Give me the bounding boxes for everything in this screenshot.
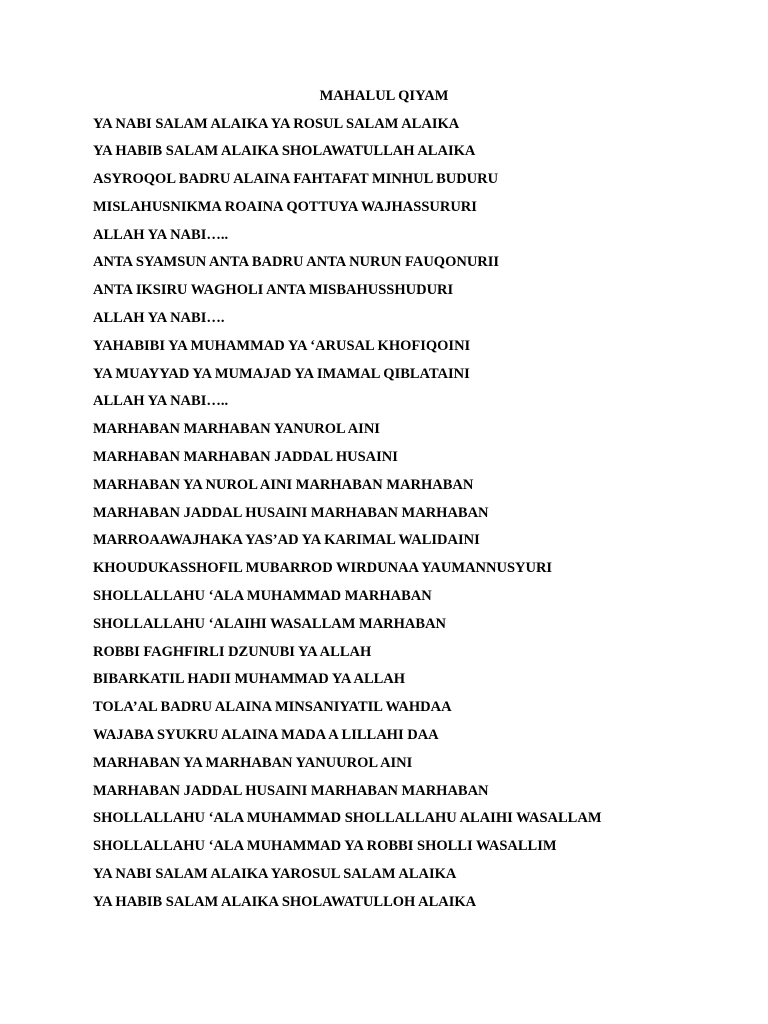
lyric-line: SHOLLALLAHU ‘ALA MUHAMMAD SHOLLALLAHU ALAIHI WASALLAM	[93, 810, 602, 827]
lyric-line: ROBBI FAGHFIRLI DZUNUBI YA ALLAH	[93, 643, 372, 660]
document-title: MAHALUL QIYAM	[319, 88, 449, 104]
lyric-line: MARHABAN YA MARHABAN YANUUROL AINI	[93, 754, 413, 771]
lyric-line: ANTA SYAMSUN ANTA BADRU ANTA NURUN FAUQONURII	[93, 254, 500, 271]
lyric-line: YA NABI SALAM ALAIKA YA ROSUL SALAM ALAIKA	[93, 115, 460, 132]
lyric-line: ALLAH YA NABI…..	[93, 226, 229, 243]
lyric-line: ANTA IKSIRU WAGHOLI ANTA MISBAHUSSHUDURI	[93, 282, 454, 299]
lyric-line: MISLAHUSNIKMA ROAINA QOTTUYA WAJHASSURURI	[93, 198, 477, 215]
lyric-line: YAHABIBI YA MUHAMMAD YA ‘ARUSAL KHOFIQOINI	[93, 337, 471, 354]
lyric-line: YA MUAYYAD YA MUMAJAD YA IMAMAL QIBLATAINI	[93, 365, 470, 382]
lyric-line: YA HABIB SALAM ALAIKA SHOLAWATULLAH ALAIKA	[93, 143, 476, 160]
lyric-line: MARHABAN JADDAL HUSAINI MARHABAN MARHABAN	[93, 504, 489, 521]
lyric-line: YA HABIB SALAM ALAIKA SHOLAWATULLOH ALAIKA	[93, 893, 477, 910]
lyric-line: YA NABI SALAM ALAIKA YAROSUL SALAM ALAIKA	[93, 866, 457, 883]
lyric-line: WAJABA SYUKRU ALAINA MADA A LILLAHI DAA	[93, 727, 439, 744]
lyric-line: ALLAH YA NABI…..	[93, 393, 229, 410]
lyric-line: TOLA’AL BADRU ALAINA MINSANIYATIL WAHDAA	[93, 699, 452, 716]
lyric-line: SHOLLALLAHU ‘ALA MUHAMMAD YA ROBBI SHOLLI WASALLIM	[93, 838, 557, 855]
lyric-line: SHOLLALLAHU ‘ALAIHI WASALLAM MARHABAN	[93, 615, 447, 632]
lyric-line: MARHABAN YA NUROL AINI MARHABAN MARHABAN	[93, 476, 474, 493]
lyric-line: ALLAH YA NABI….	[93, 310, 225, 327]
lyric-line: SHOLLALLAHU ‘ALA MUHAMMAD MARHABAN	[93, 588, 432, 605]
lyric-line: MARROAAWAJHAKA YAS’AD YA KARIMAL WALIDAINI	[93, 532, 480, 549]
lyric-line: ASYROQOL BADRU ALAINA FAHTAFAT MINHUL BUDURU	[93, 171, 499, 188]
lyric-line: KHOUDUKASSHOFIL MUBARROD WIRDUNAA YAUMANNUSYURI	[93, 560, 553, 577]
lyric-line: MARHABAN MARHABAN JADDAL HUSAINI	[93, 449, 398, 466]
lyric-line: MARHABAN MARHABAN YANUROL AINI	[93, 421, 380, 438]
lyric-lines	[93, 115, 602, 921]
lyric-line: MARHABAN JADDAL HUSAINI MARHABAN MARHABAN	[93, 782, 489, 799]
lyric-line: BIBARKATIL HADII MUHAMMAD YA ALLAH	[93, 671, 406, 688]
